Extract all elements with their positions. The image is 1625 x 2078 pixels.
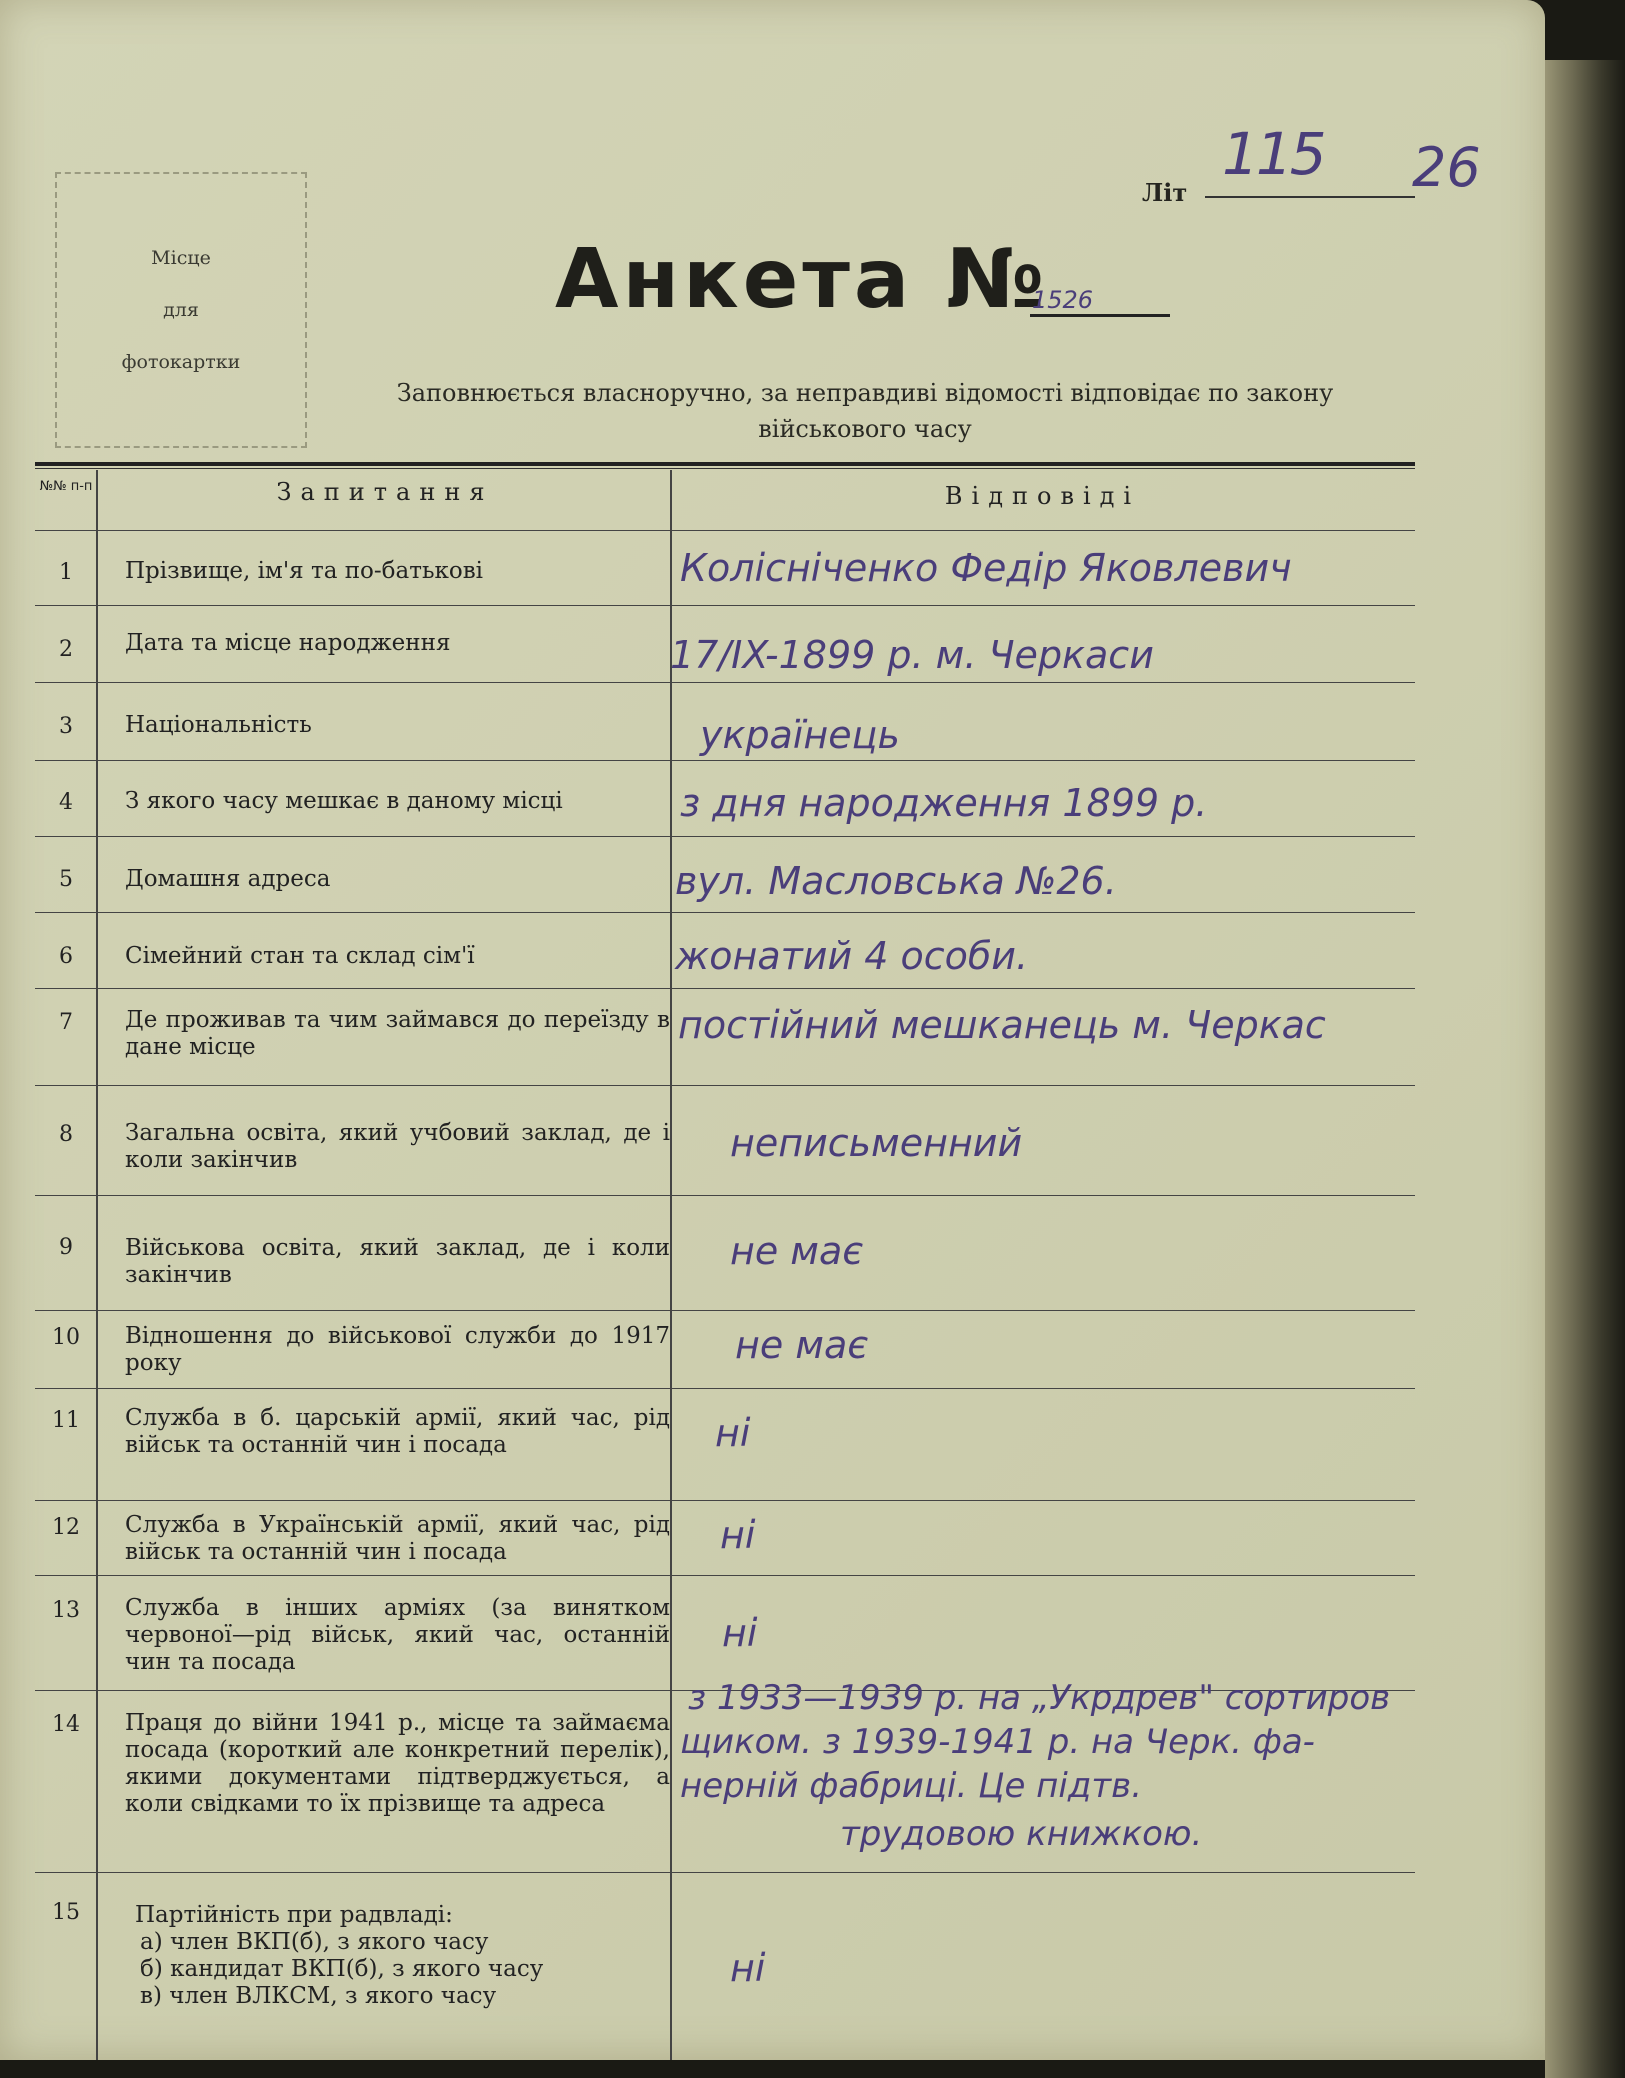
lit-underline	[1205, 196, 1415, 198]
question-line: Партійність при радвладі:	[135, 1902, 453, 1928]
answer-handwritten: з дня народження 1899 р.	[680, 781, 1208, 825]
row-number: 13	[52, 1598, 80, 1623]
answer-handwritten: ні	[722, 1611, 758, 1655]
row-number: 9	[59, 1235, 73, 1260]
question-text: Прізвище, ім'я та по-батькові	[125, 558, 483, 584]
column-divider-1	[96, 470, 98, 2060]
row-number: 6	[59, 944, 73, 969]
question-text: Сімейний стан та склад сім'ї	[125, 943, 475, 969]
question-text: Служба в б. царській армії, який час, рід військ та останній чин і посада	[125, 1405, 670, 1458]
question-text: Дата та місце народження	[125, 630, 451, 656]
photo-label-3: фотокартки	[121, 351, 241, 373]
answer-handwritten-line: нерній фабриці. Це підтв.	[680, 1766, 1143, 1806]
page-title: Анкета №	[555, 232, 1049, 327]
answer-handwritten: не має	[735, 1323, 869, 1367]
row-divider	[35, 1575, 1415, 1576]
lit-value-1: 115	[1222, 120, 1324, 188]
question-text: Служба в інших арміях (за винятком червоної—рід військ, який час, останній чин та посада	[125, 1595, 670, 1675]
row-divider	[35, 1388, 1415, 1389]
header-number: №№ п-п	[39, 479, 93, 494]
header-questions: Запитання	[276, 478, 494, 506]
question-text: Праця до війни 1941 р., місце та займаєма посада (короткий але конкретний перелік), якими документами підтверджується, а коли свідками то їх прізвище та адреса	[125, 1710, 670, 1817]
photo-label-2: для	[163, 299, 199, 321]
answer-handwritten-line: з 1933—1939 р. на „Укрдрев" сортиров	[688, 1678, 1391, 1718]
row-number: 15	[52, 1900, 80, 1925]
question-line: а) член ВКП(б), з якого часу	[140, 1929, 489, 1955]
question-text: Військова освіта, який заклад, де і коли закінчив	[125, 1235, 670, 1288]
form-number-underline	[1030, 314, 1170, 317]
row-number: 10	[52, 1325, 80, 1350]
row-divider	[35, 530, 1415, 531]
question-text: Загальна освіта, який учбовий заклад, де і коли закінчив	[125, 1120, 670, 1173]
answer-handwritten: постійний мешканець м. Черкас	[678, 1003, 1326, 1047]
answer-handwritten: жонатий 4 особи.	[675, 934, 1029, 978]
row-divider	[35, 1500, 1415, 1501]
photo-label-1: Місце	[151, 247, 211, 269]
row-divider	[35, 1085, 1415, 1086]
header-answers: Відповіді	[944, 482, 1141, 510]
row-number: 1	[59, 560, 73, 585]
row-divider	[35, 1310, 1415, 1311]
row-number: 12	[52, 1515, 80, 1540]
row-divider	[35, 1195, 1415, 1196]
row-number: 11	[52, 1408, 80, 1433]
page-stack-edge	[1545, 60, 1625, 2078]
question-text: З якого часу мешкає в даному місці	[125, 788, 563, 814]
header-rule	[35, 462, 1415, 466]
answer-handwritten: неписьменний	[730, 1121, 1023, 1165]
answer-handwritten: ні	[720, 1513, 756, 1557]
question-text: Національність	[125, 712, 312, 738]
answer-handwritten: Колісніченко Федір Яковлевич	[680, 546, 1292, 590]
question-text: Де проживав та чим займався до переїзду в дане місце	[125, 1007, 670, 1060]
question-line: в) член ВЛКСМ, з якого часу	[140, 1983, 497, 2009]
row-divider	[35, 605, 1415, 606]
question-line: б) кандидат ВКП(б), з якого часу	[140, 1956, 544, 1982]
question-text: Відношення до військової служби до 1917 року	[125, 1323, 670, 1376]
answer-handwritten-line: щиком. з 1939-1941 р. на Черк. фа-	[680, 1722, 1315, 1762]
question-text: Служба в Українській армії, який час, рід військ та останній чин і посада	[125, 1512, 670, 1565]
answer-handwritten-line: трудовою книжкою.	[840, 1814, 1203, 1854]
answer-handwritten: 17/IX-1899 р. м. Черкаси	[670, 633, 1154, 677]
answer-handwritten: ні	[715, 1411, 751, 1455]
row-divider	[35, 1872, 1415, 1873]
answer-handwritten: ні	[730, 1946, 766, 1990]
row-divider	[35, 836, 1415, 837]
row-number: 3	[59, 714, 73, 739]
row-number: 8	[59, 1122, 73, 1147]
row-divider	[35, 682, 1415, 683]
answer-handwritten: українець	[700, 713, 900, 757]
photo-placeholder	[55, 172, 307, 448]
row-number: 14	[52, 1712, 80, 1737]
row-number: 5	[59, 867, 73, 892]
row-number: 7	[59, 1010, 73, 1035]
subtitle: Заповнюється власноручно, за неправдиві відомості відповідає по закону військового часу	[396, 379, 1334, 443]
answer-handwritten: вул. Масловська №26.	[675, 859, 1117, 903]
row-divider	[35, 912, 1415, 913]
form-number: 1526	[1032, 286, 1094, 314]
answer-handwritten: не має	[730, 1229, 864, 1273]
row-divider	[35, 760, 1415, 761]
lit-value-2: 26	[1412, 136, 1481, 199]
row-number: 2	[59, 637, 73, 662]
header-rule-thin	[35, 468, 1415, 469]
column-divider-2	[670, 470, 672, 2060]
row-divider	[35, 988, 1415, 989]
question-text: Домашня адреса	[125, 866, 331, 892]
lit-label: Літ	[1142, 178, 1188, 207]
row-number: 4	[59, 790, 73, 815]
